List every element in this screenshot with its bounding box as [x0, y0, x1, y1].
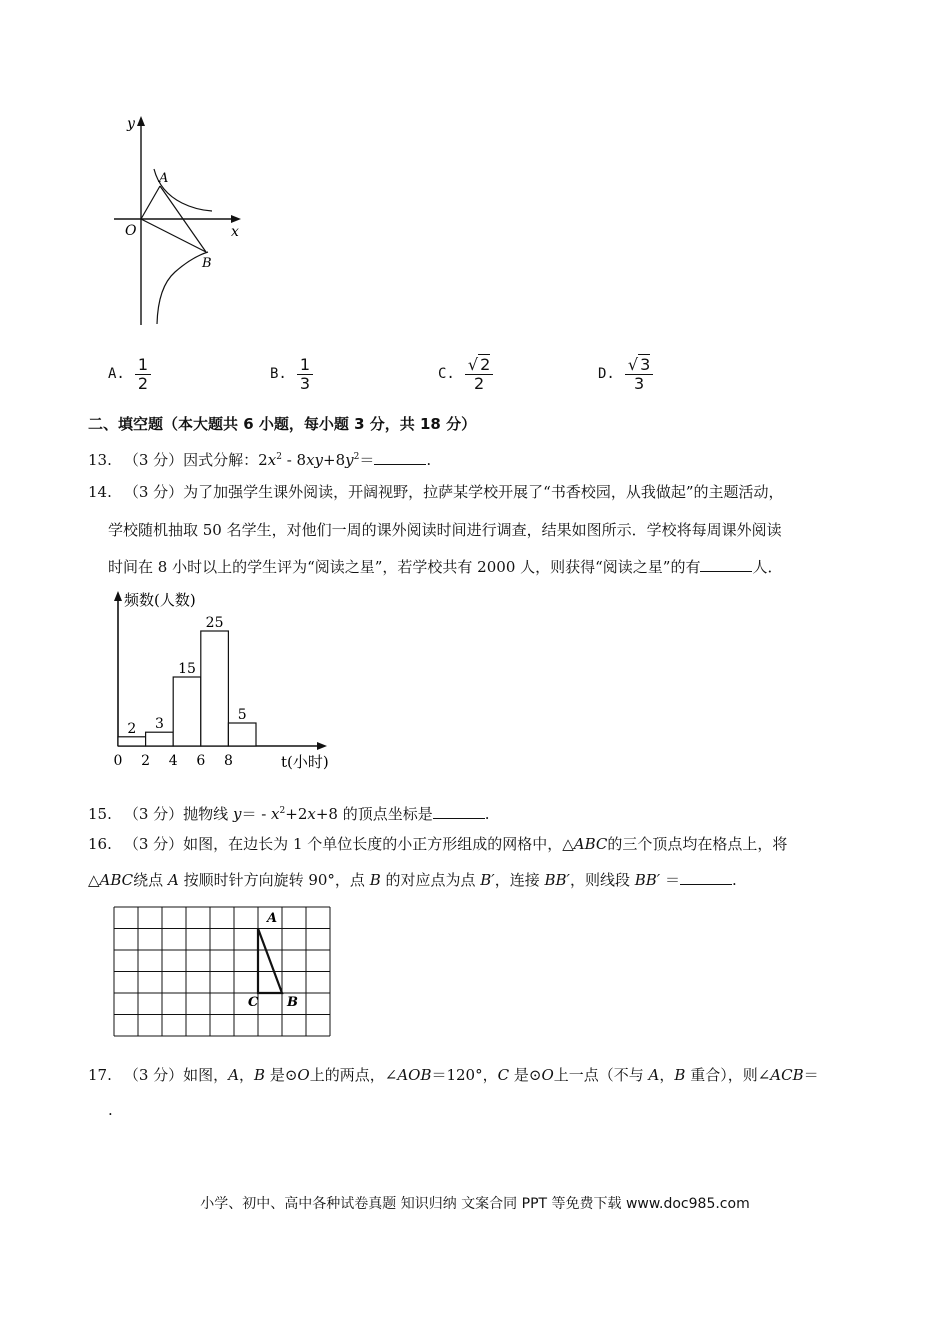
histogram-bar-value-label: 2	[127, 720, 137, 737]
grid-point-a-label: A	[267, 911, 278, 926]
histogram-x-label: t(小时)	[281, 753, 329, 771]
question-number: 17.	[88, 1066, 112, 1084]
grid-point-b-label: B	[287, 995, 298, 1010]
histogram-bar	[228, 723, 256, 746]
histogram-bar	[146, 732, 174, 746]
question-14-line-3	[108, 557, 782, 577]
question-text: 如图，在边长为 1 个单位长度的小正方形组成的网格中，△	[183, 835, 574, 853]
question-number: 16.	[88, 835, 112, 853]
math-var: B	[254, 1066, 266, 1084]
option-b	[270, 352, 313, 396]
question-text: 为了加强学生课外阅读，开阔视野，拉萨某学校开展了“书香校园，从我做起”的主题活动，	[183, 483, 784, 501]
x-axis-label: x	[231, 224, 239, 240]
question-text: ，连接	[494, 871, 545, 889]
exponent: 2	[279, 806, 286, 816]
histogram-bar	[173, 677, 201, 746]
option-letter: A.	[108, 366, 125, 382]
denominator: 3	[299, 373, 311, 393]
math-var: x	[267, 451, 277, 469]
math-var: x	[271, 805, 280, 823]
answer-blank[interactable]	[374, 450, 426, 465]
question-text: +8 的顶点坐标是	[315, 805, 433, 823]
math-var: B	[674, 1066, 686, 1084]
question-text: 是⊙	[509, 1066, 542, 1084]
math-text: ＝	[359, 451, 375, 469]
question-text: 是⊙	[265, 1066, 298, 1084]
origin-label: O	[125, 223, 137, 239]
denominator: 2	[473, 373, 485, 393]
question-score: （3 分）	[123, 805, 184, 823]
histogram-bar-value-label: 15	[178, 661, 196, 677]
question-text: 的对应点为点	[380, 871, 481, 889]
question-16-line-2	[88, 870, 737, 890]
question-text: ，	[239, 1066, 255, 1084]
math-var: A	[167, 871, 179, 889]
math-var: BB′	[634, 871, 661, 889]
grid-figure-16	[112, 905, 334, 1039]
numerator	[465, 356, 493, 375]
question-17-line-1	[88, 1065, 819, 1085]
math-var: B′	[480, 871, 495, 889]
question-text: 上一点（不与	[553, 1066, 649, 1084]
question-number: 14.	[88, 483, 112, 501]
option-letter: D.	[598, 366, 615, 382]
math-var: xy	[306, 451, 324, 469]
question-14-line-2: 学校随机抽取 50 名学生，对他们一周的课外阅读时间进行调查，结果如图所示．学校将每周课外阅读	[108, 521, 782, 539]
math-var: B	[369, 871, 381, 889]
question-text: 因式分解：2	[183, 451, 268, 469]
denominator: 3	[633, 373, 645, 393]
question-15	[88, 801, 490, 824]
fraction	[297, 356, 313, 393]
numerator: 1	[135, 356, 151, 375]
question-text: ＝	[803, 1066, 819, 1084]
math-var: ACB	[770, 1066, 804, 1084]
question-text: 绕点	[133, 871, 168, 889]
histogram-x-tick-label: 0	[113, 753, 123, 769]
question-13	[88, 447, 431, 470]
math-var: A	[648, 1066, 660, 1084]
math-var: y	[232, 805, 242, 823]
figure-12-coordinate-graph	[100, 112, 260, 332]
segment-oa	[141, 186, 160, 219]
question-text: 时间在 8 小时以上的学生评为“阅读之星”，若学校共有 2000 人，则获得“阅读之星”的有	[108, 558, 701, 576]
option-letter: C.	[438, 366, 455, 382]
histogram-y-arrow	[114, 591, 122, 601]
histogram-x-tick-label: 8	[223, 753, 233, 769]
math-text: - 8	[281, 451, 307, 469]
y-axis-arrow	[137, 116, 145, 126]
question-text: 如图，	[183, 1066, 229, 1084]
math-var: O	[297, 1066, 310, 1084]
answer-blank[interactable]	[700, 557, 752, 572]
question-text: 按顺时针方向旋转 90°，点	[178, 871, 370, 889]
numerator	[625, 356, 653, 375]
page-footer: 小学、初中、高中各种试卷真题 知识归纳 文案合同 PPT 等免费下载 www.doc985.com	[200, 1196, 750, 1212]
period: .	[484, 805, 490, 823]
triangle-abc	[258, 929, 282, 994]
fraction	[625, 356, 653, 393]
histogram-x-tick-label: 6	[196, 753, 206, 769]
question-text: ，	[659, 1066, 675, 1084]
point-b-label: B	[202, 256, 212, 271]
point-a-label: A	[159, 171, 169, 186]
question-score: （3 分）	[123, 483, 184, 501]
histogram-bar-value-label: 25	[205, 615, 224, 631]
hyperbola-lower-branch	[157, 252, 208, 324]
question-text: ＝	[660, 871, 680, 889]
math-var: ABC	[99, 871, 134, 889]
question-text: 人．	[752, 558, 783, 576]
question-text: ，则线段	[569, 871, 635, 889]
option-c	[438, 352, 493, 396]
math-text: ＝ -	[241, 805, 272, 823]
math-var: y	[345, 451, 354, 469]
math-var: O	[541, 1066, 554, 1084]
answer-blank[interactable]	[680, 870, 732, 885]
histogram-bar	[118, 737, 146, 746]
math-var: BB′	[544, 871, 570, 889]
period: .	[426, 451, 432, 469]
radical-sign: √	[467, 354, 479, 374]
question-number: 15.	[88, 805, 112, 823]
radicand: 2	[480, 354, 491, 374]
histogram-bar	[201, 631, 229, 746]
question-score: （3 分）	[123, 835, 184, 853]
math-var: x	[307, 805, 316, 823]
question-text: 上的两点，∠	[309, 1066, 398, 1084]
histogram-x-tick-label: 4	[168, 753, 178, 769]
grid-point-c-label: C	[248, 995, 259, 1010]
answer-blank[interactable]	[433, 804, 485, 819]
question-14-line-1	[88, 482, 784, 502]
segment-ob	[141, 219, 206, 252]
denominator: 2	[137, 373, 149, 393]
math-text: +8	[323, 451, 346, 469]
question-text: 抛物线	[183, 805, 233, 823]
question-text: 重合），则∠	[685, 1066, 771, 1084]
histogram-x-tick-label: 2	[141, 753, 151, 769]
exponent: 2	[353, 452, 360, 462]
y-axis-label: y	[127, 116, 135, 132]
question-17-line-2: .	[108, 1101, 113, 1119]
question-16-line-1	[88, 834, 787, 854]
radicand: 3	[640, 354, 651, 374]
option-letter: B.	[270, 366, 287, 382]
numerator: 1	[297, 356, 313, 375]
math-text: +2	[285, 805, 308, 823]
x-axis-arrow	[231, 215, 241, 223]
math-var: AOB	[397, 1066, 432, 1084]
option-a	[108, 352, 151, 396]
histogram-chart	[100, 585, 350, 775]
option-d	[598, 352, 653, 396]
section-title: 二、填空题（本大题共 6 小题，每小题 3 分，共 18 分）	[88, 415, 477, 433]
math-var: A	[228, 1066, 240, 1084]
question-number: 13.	[88, 451, 112, 469]
exponent: 2	[276, 452, 282, 462]
question-text: △	[88, 871, 100, 889]
histogram-bar-value-label: 5	[237, 707, 247, 723]
period: .	[731, 871, 737, 889]
question-score: （3 分）	[123, 451, 184, 469]
question-text: 的三个顶点均在格点上，将	[607, 835, 788, 853]
histogram-y-label: 频数(人数)	[124, 591, 196, 609]
question-score: （3 分）	[123, 1066, 184, 1084]
fraction	[135, 356, 151, 393]
fraction	[465, 356, 493, 393]
histogram-x-arrow	[317, 742, 327, 750]
math-var: C	[497, 1066, 510, 1084]
question-text: ＝120°，	[431, 1066, 498, 1084]
radical-sign: √	[627, 354, 639, 374]
math-var: ABC	[573, 835, 608, 853]
histogram-bar-value-label: 3	[154, 716, 164, 733]
